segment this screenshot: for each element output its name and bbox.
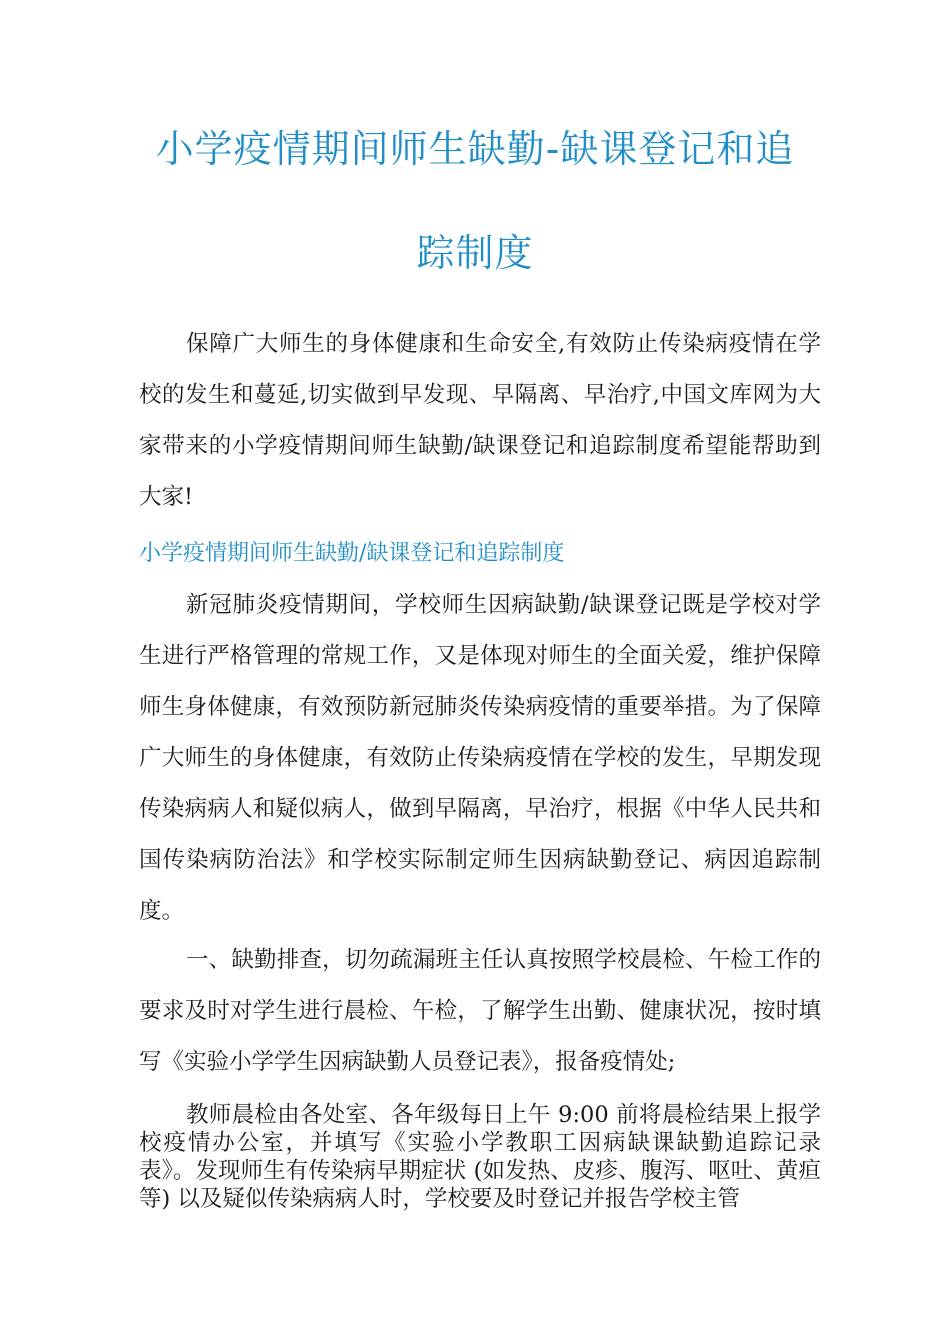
body-paragraph-1: 新冠肺炎疫情期间，学校师生因病缺勤/缺课登记既是学校对学生进行严格管理的常规工作，又是体现对师生的全面关爱，维护保障师生身体健康，有效预防新冠肺炎传染病疫情的重要举措。为了保障广大师生的身体健康，有效防止传染病疫情在学校的发生，早期发现传染病病人和疑似病人，做到早隔离，早治疗，根据《中华人民共和国传染病防治法》和学校实际制定师生因病缺勤登记、病因追踪制度。 [139, 592, 821, 924]
document-title-line-2: 踪制度 [416, 231, 534, 275]
body-paragraph-3: 教师晨检由各处室、各年级每日上午 9:00 前将晨检结果上报学校疫情办公室，并填写《实验小学教职工因病缺课缺勤追踪记录表》。发现师生有传染病早期症状 (如发热、皮疹、腹泻、呕吐、黄疸等) 以及疑似传染病病人时，学校要及时登记并报告学校主管 [139, 1102, 821, 1212]
body-paragraph-2: 一、缺勤排查，切勿疏漏班主任认真按照学校晨检、午检工作的要求及时对学生进行晨检、午检，了解学生出勤、健康状况，按时填写《实验小学学生因病缺勤人员登记表》，报备疫情处; [139, 947, 821, 1075]
intro-paragraph: 保障广大师生的身体健康和生命安全,有效防止传染病疫情在学校的发生和蔓延,切实做到早发现、早隔离、早治疗,中国文库网为大家带来的小学疫情期间师生缺勤/缺课登记和追踪制度希望能帮助到大家! [139, 331, 821, 510]
document-title-line-1: 小学疫情期间师生缺勤-缺课登记和追 [155, 127, 795, 171]
section-subheading: 小学疫情期间师生缺勤/缺课登记和追踪制度 [139, 541, 565, 566]
